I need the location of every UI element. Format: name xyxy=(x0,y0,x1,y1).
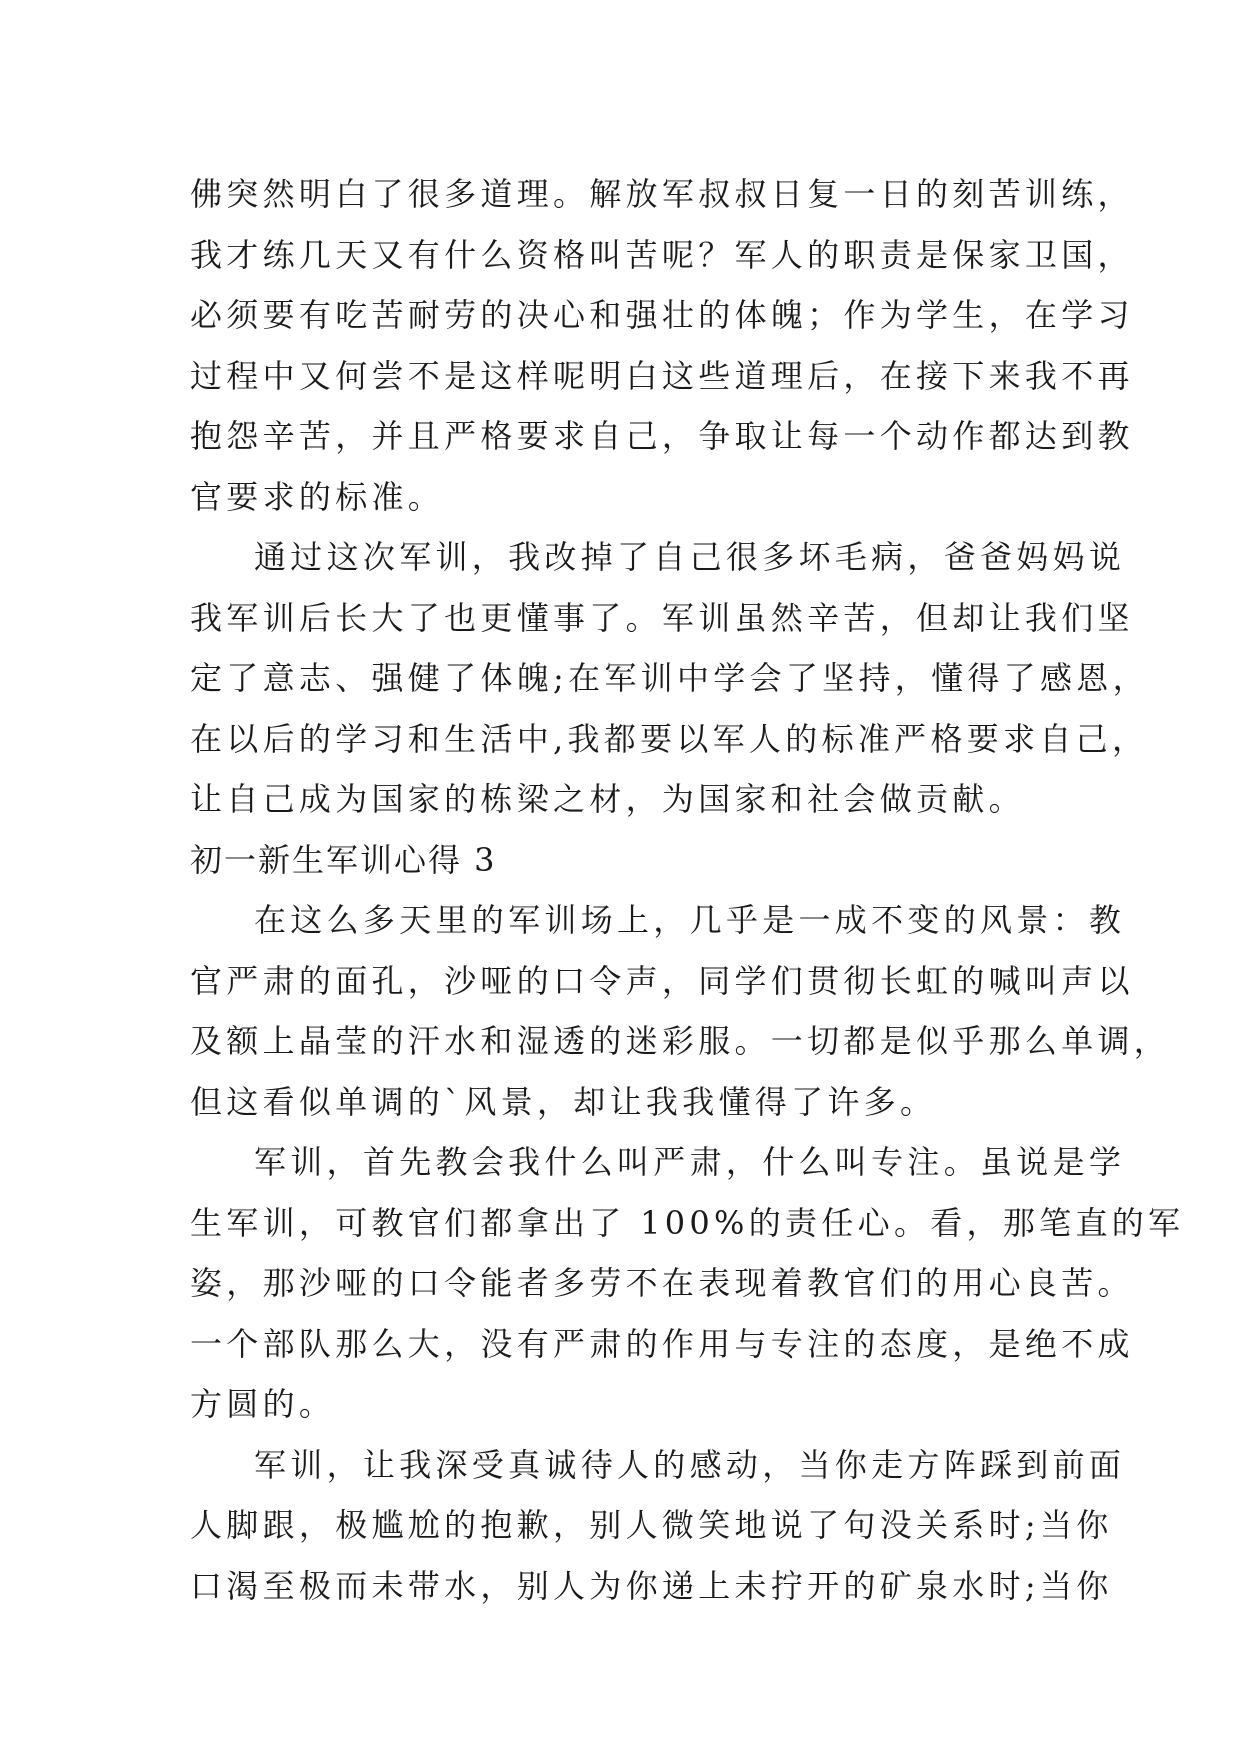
text-line: 我才练几天又有什么资格叫苦呢？军人的职责是保家卫国， xyxy=(190,235,1134,274)
text-line: 佛突然明白了很多道理。解放军叔叔日复一日的刻苦训练， xyxy=(190,175,1134,213)
paragraph-start-line: 军训，首先教会我什么叫严肃，什么叫专注。虽说是学 xyxy=(254,1143,1126,1181)
text-line: 但这看似单调的`风景，却让我我懂得了许多。 xyxy=(190,1082,937,1121)
text-line: 我军训后长大了也更懂事了。军训虽然辛苦，但却让我们坚 xyxy=(190,598,1134,637)
text-line: 在以后的学习和生活中,我都要以军人的标准严格要求自己， xyxy=(190,719,1149,758)
section-heading: 初一新生军训心得 3 xyxy=(190,840,497,879)
paragraph-start-line: 在这么多天里的军训场上，几乎是一成不变的风景：教 xyxy=(254,901,1126,939)
text-line: 姿，那沙哑的口令能者多劳不在表现着教官们的用心良苦。 xyxy=(190,1264,1134,1302)
text-line: 抱怨辛苦，并且严格要求自己，争取让每一个动作都达到教 xyxy=(190,417,1134,455)
paragraph-start-line: 军训，让我深受真诚待人的感动，当你走方阵踩到前面 xyxy=(254,1445,1126,1484)
text-line: 让自己成为国家的栋梁之材，为国家和社会做贡献。 xyxy=(190,780,1025,818)
document-body xyxy=(190,164,1185,1616)
text-line: 必须要有吃苦耐劳的决心和强壮的体魄；作为学生，在学习 xyxy=(190,296,1134,334)
text-line: 过程中又何尝不是这样呢明白这些道理后，在接下来我不再 xyxy=(190,356,1134,395)
text-line: 方圆的。 xyxy=(190,1385,336,1423)
text-line: 生军训，可教官们都拿出了 100%的责任心。看，那笔直的军 xyxy=(190,1203,1185,1242)
text-line: 定了意志、强健了体魄;在军训中学会了坚持，懂得了感恩， xyxy=(190,659,1149,697)
text-line: 一个部队那么大，没有严肃的作用与专注的态度，是绝不成 xyxy=(190,1324,1134,1363)
text-line: 官要求的标准。 xyxy=(190,477,445,516)
text-line: 及额上晶莹的汗水和湿透的迷彩服。一切都是似乎那么单调， xyxy=(190,1022,1171,1060)
text-line: 口渴至极而未带水，别人为你递上未拧开的矿泉水时;当你 xyxy=(190,1566,1113,1605)
paragraph-start-line: 通过这次军训，我改掉了自己很多坏毛病，爸爸妈妈说 xyxy=(254,538,1126,576)
text-line: 人脚跟，极尴尬的抱歉，别人微笑地说了句没关系时;当你 xyxy=(190,1506,1113,1544)
text-line: 官严肃的面孔，沙哑的口令声，同学们贯彻长虹的喊叫声以 xyxy=(190,961,1134,1000)
